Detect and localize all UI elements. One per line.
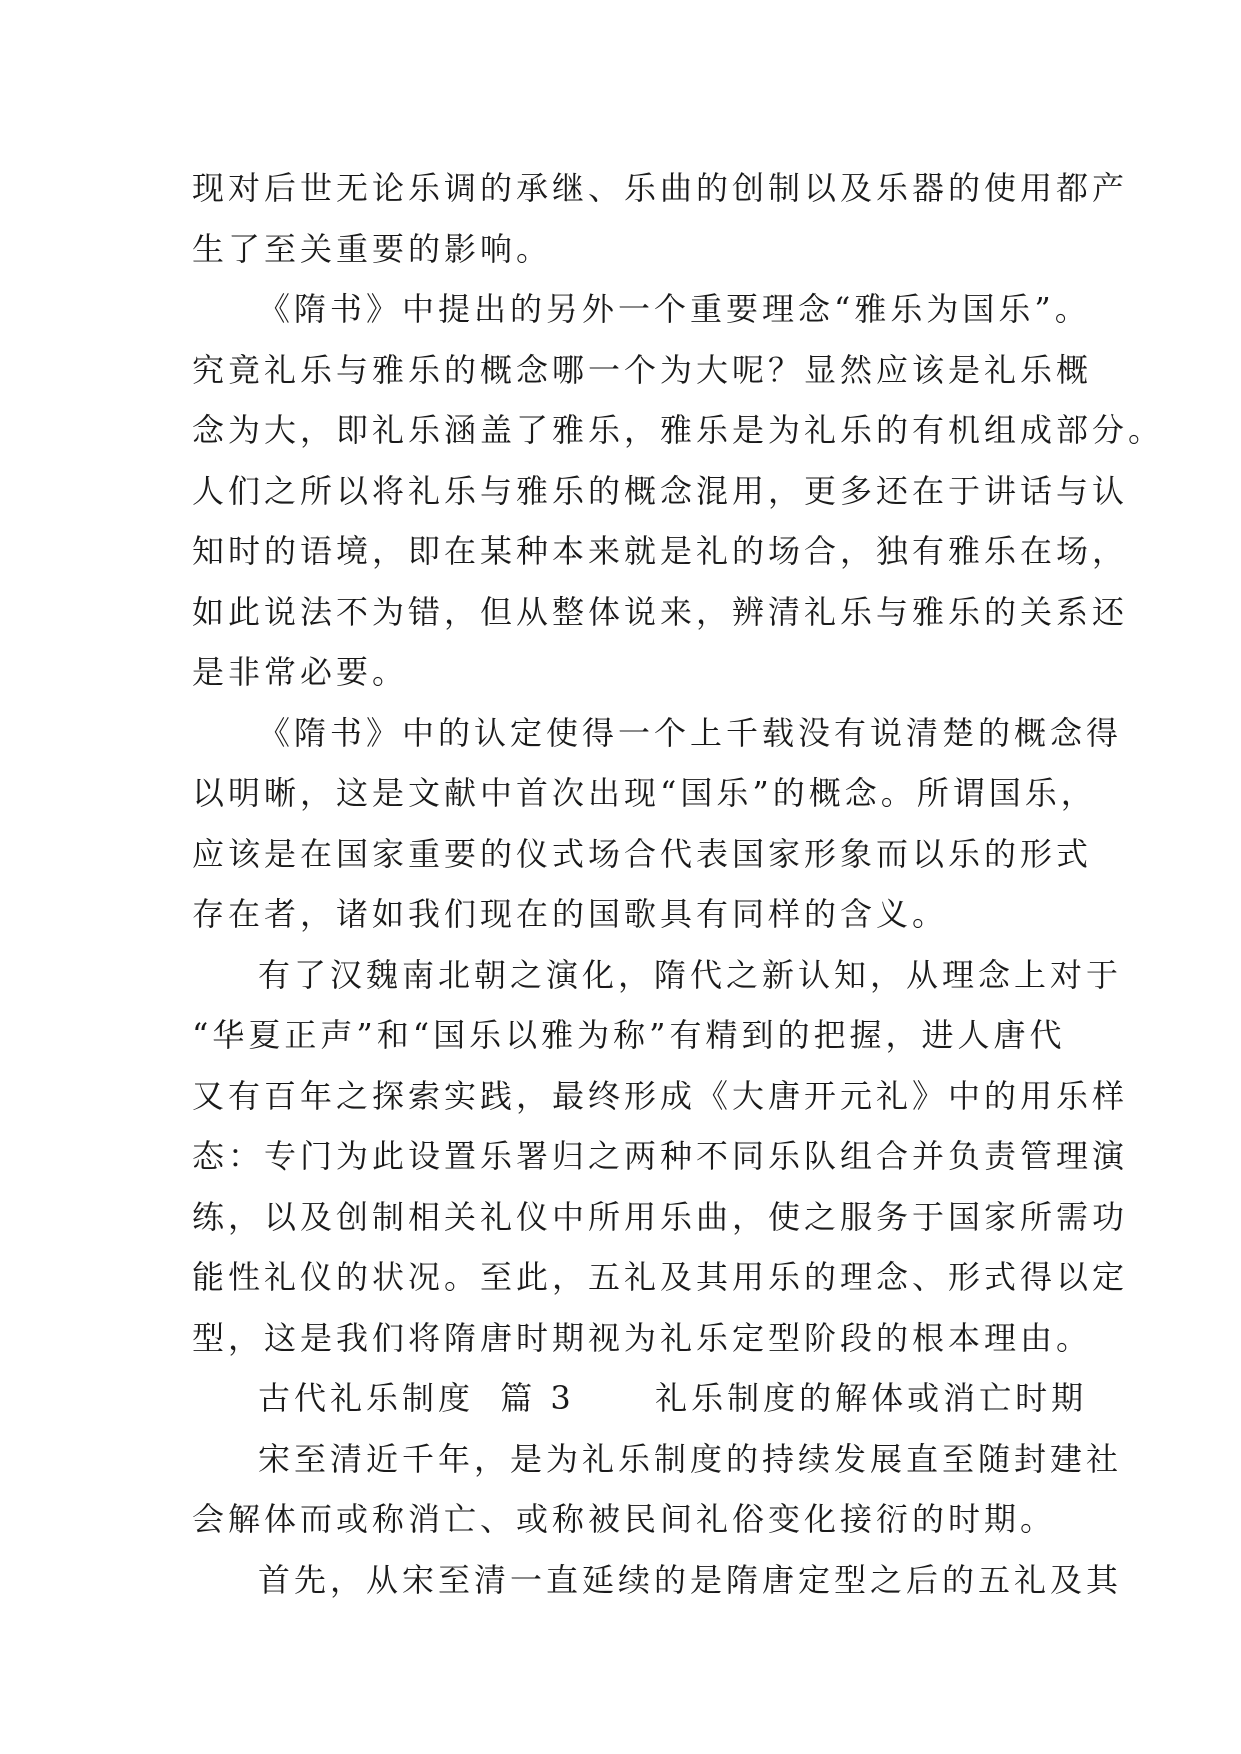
- text-line: 如此说法不为错，但从整体说来，辨清礼乐与雅乐的关系还: [192, 592, 1129, 631]
- text-line: 以明晰，这是文献中首次出现“国乐”的概念。所谓国乐，: [192, 774, 1097, 812]
- text-line: 应该是在国家重要的仪式场合代表国家形象而以乐的形式: [192, 834, 1093, 873]
- text-line: 练，以及创制相关礼仪中所用乐曲，使之服务于国家所需功: [192, 1197, 1129, 1236]
- text-line: 知时的语境，即在某种本来就是礼的场合，独有雅乐在场，: [192, 532, 1129, 570]
- text-line: 存在者，诸如我们现在的国歌具有同样的含义。: [192, 895, 949, 933]
- text-line: 型，这是我们将隋唐时期视为礼乐定型阶段的根本理由。: [192, 1318, 1093, 1357]
- body-text: [192, 158, 1165, 1610]
- text-line: 人们之所以将礼乐与雅乐的概念混用，更多还在于讲话与认: [192, 471, 1129, 510]
- text-line: 现对后世无论乐调的承继、乐曲的创制以及乐器的使用都产: [192, 169, 1129, 207]
- section-heading: [192, 1368, 1088, 1429]
- text-line: 是非常必要。: [192, 653, 409, 691]
- text-line: 又有百年之探索实践，最终形成《大唐开元礼》中的用乐样: [192, 1076, 1129, 1115]
- paragraph-3: [192, 703, 1123, 945]
- text-line: 念为大，即礼乐涵盖了雅乐，雅乐是为礼乐的有机组成部分。: [192, 411, 1165, 449]
- paragraph-6: [192, 1550, 1123, 1611]
- paragraph-2: [192, 279, 1165, 703]
- heading-part: 篇 3: [500, 1379, 575, 1417]
- text-line: 首先，从宋至清一直延续的是隋唐定型之后的五礼及其: [258, 1560, 1123, 1599]
- heading-series: 古代礼乐制度: [258, 1379, 475, 1417]
- text-line: 生了至关重要的影响。: [192, 229, 553, 268]
- text-line: 究竟礼乐与雅乐的概念哪一个为大呢？显然应该是礼乐概: [192, 350, 1093, 389]
- paragraph-5: [192, 1429, 1123, 1550]
- text-line: 能性礼仪的状况。至此，五礼及其用乐的理念、形式得以定: [192, 1258, 1129, 1296]
- text-line: 《隋书》中的认定使得一个上千载没有说清楚的概念得: [258, 713, 1123, 752]
- text-line: 会解体而或称消亡、或称被民间礼俗变化接衍的时期。: [192, 1500, 1057, 1538]
- paragraph-4: [192, 945, 1129, 1369]
- text-line: 有了汉魏南北朝之演化，隋代之新认知，从理念上对于: [258, 955, 1123, 994]
- text-line: 宋至清近千年，是为礼乐制度的持续发展直至随封建社: [258, 1439, 1123, 1478]
- heading-title: 礼乐制度的解体或消亡时期: [655, 1379, 1088, 1417]
- paragraph-1: [192, 158, 1129, 279]
- text-line: 《隋书》中提出的另外一个重要理念“雅乐为国乐”。: [258, 290, 1091, 328]
- text-line: “华夏正声”和“国乐以雅为称”有精到的把握，进人唐代: [192, 1016, 1066, 1054]
- text-line: 态：专门为此设置乐署归之两种不同乐队组合并负责管理演: [192, 1137, 1129, 1175]
